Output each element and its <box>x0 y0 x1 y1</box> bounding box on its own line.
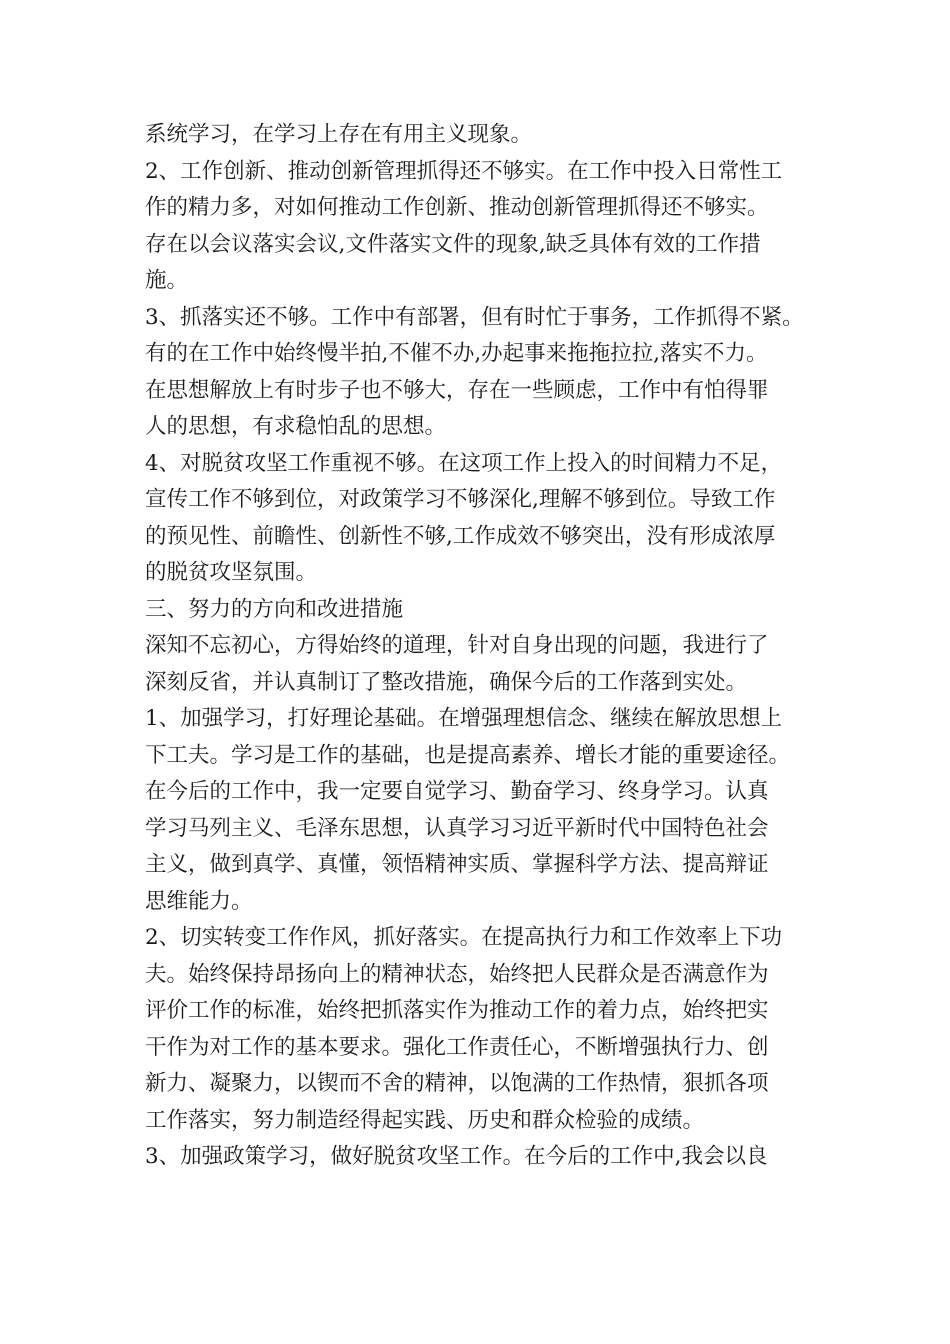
text-line: 有的在工作中始终慢半拍,不催不办,办起事来拖拖拉拉,落实不力。 <box>145 341 768 366</box>
text-line: 的预见性、前瞻性、创新性不够,工作成效不够突出，没有形成浓厚 <box>145 523 776 549</box>
text-line: 夫。始终保持昂扬向上的精神状态，始终把人民群众是否满意作为 <box>145 961 769 987</box>
text-line: 2、切实转变工作作风，抓好落实。在提高执行力和工作效率上下功 <box>145 925 783 950</box>
text-line: 下工夫。学习是工作的基础，也是提高素养、增长才能的重要途径。 <box>145 742 791 768</box>
text-line: 作的精力多，对如何推动工作创新、推动创新管理抓得还不够实。 <box>145 195 769 220</box>
text-line: 系统学习，在学习上存在有用主义现象。 <box>145 122 533 147</box>
section-heading: 三、努力的方向和改进措施 <box>145 596 404 622</box>
text-line: 在思想解放上有时步子也不够大，存在一些顾虑，工作中有怕得罪 <box>145 377 769 403</box>
text-line: 施。 <box>145 268 189 293</box>
text-line: 深知不忘初心，方得始终的道理，针对自身出现的问题，我进行了 <box>145 633 769 658</box>
text-line: 干作为对工作的基本要求。强化工作责任心，不断增强执行力、创 <box>145 1034 769 1060</box>
text-line: 思维能力。 <box>145 888 253 914</box>
text-line: 在今后的工作中，我一定要自觉学习、勤奋学习、终身学习。认真 <box>145 779 769 804</box>
document-body <box>145 117 825 1176</box>
text-line: 新力、凝聚力，以锲而不舍的精神，以饱满的工作热情，狠抓各项 <box>145 1071 769 1096</box>
text-line: 深刻反省，并认真制订了整改措施，确保今后的工作落到实处。 <box>145 669 748 695</box>
text-line: 评价工作的标准，始终把抓落实作为推动工作的着力点，始终把实 <box>145 998 769 1023</box>
text-line: 人的思想，有求稳怕乱的思想。 <box>145 414 447 439</box>
text-line: 4、对脱贫攻坚工作重视不够。在这项工作上投入的时间精力不足， <box>145 450 783 476</box>
text-line: 3、加强政策学习，做好脱贫攻坚工作。在今后的工作中,我会以良 <box>145 1144 768 1169</box>
text-line: 1、加强学习，打好理论基础。在增强理想信念、继续在解放思想上 <box>145 706 783 731</box>
text-line: 的脱贫攻坚氛围。 <box>145 560 318 585</box>
text-line: 学习马列主义、毛泽东思想，认真学习习近平新时代中国特色社会 <box>145 815 769 841</box>
text-line: 工作落实，努力制造经得起实践、历史和群众检验的成绩。 <box>145 1107 705 1133</box>
text-line: 宣传工作不够到位，对政策学习不够深化,理解不够到位。导致工作 <box>145 487 776 512</box>
text-line: 存在以会议落实会议,文件落实文件的现象,缺乏具体有效的工作措 <box>145 231 761 257</box>
text-line: 主义，做到真学、真懂，领悟精神实质、掌握科学方法、提高辩证 <box>145 852 769 877</box>
text-line: 2、工作创新、推动创新管理抓得还不够实。在工作中投入日常性工 <box>145 158 783 184</box>
text-line: 3、抓落实还不够。工作中有部署，但有时忙于事务，工作抓得不紧。 <box>145 304 804 330</box>
